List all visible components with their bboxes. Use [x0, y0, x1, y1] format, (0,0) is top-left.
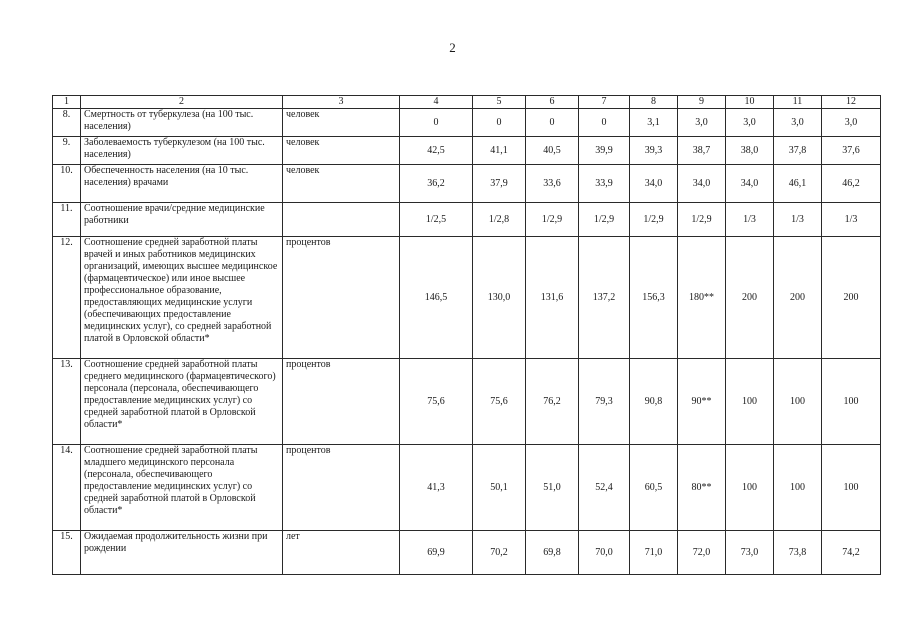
row-number-cell: 13.: [53, 359, 81, 445]
header-cell: 11: [774, 96, 822, 109]
value-cell: 180**: [678, 237, 726, 359]
header-cell: 5: [473, 96, 526, 109]
value-cell: 38,7: [678, 137, 726, 165]
indicator-name-cell: Соотношение средней заработной платы младшего медицинского персонала (персонала, обеспечивающего предоставление медицинских услуг) со средней заработной платой в Орловской области*: [81, 445, 283, 531]
indicator-name-cell: Соотношение средней заработной платы врачей и иных работников медицинских организаций, имеющих высшее медицинское (фармацевтическое) или иное высшее профессиональное образование, предоставляющих медицинские услуги (обеспечивающих предоставление медицинских услуг), со средней заработной платой в Орловской области*: [81, 237, 283, 359]
value-cell: 0: [579, 109, 630, 137]
unit-cell: процентов: [283, 445, 400, 531]
indicator-name-cell: Соотношение врачи/средние медицинские работники: [81, 203, 283, 237]
indicator-name-cell: Соотношение средней заработной платы среднего медицинского (фармацевтического) персонала (персонала, обеспечивающего предоставление медицинских услуг) со средней заработной платой в Орловской области*: [81, 359, 283, 445]
value-cell: 39,9: [579, 137, 630, 165]
value-cell: 37,9: [473, 165, 526, 203]
value-cell: 1/2,9: [579, 203, 630, 237]
value-cell: 79,3: [579, 359, 630, 445]
value-cell: 0: [526, 109, 579, 137]
indicator-name-cell: Ожидаемая продолжительность жизни при рождении: [81, 531, 283, 575]
table-row: [53, 445, 881, 531]
value-cell: 60,5: [630, 445, 678, 531]
value-cell: 71,0: [630, 531, 678, 575]
indicators-table: [52, 95, 881, 575]
unit-cell: человек: [283, 137, 400, 165]
header-cell: 10: [726, 96, 774, 109]
value-cell: 75,6: [400, 359, 473, 445]
value-cell: 100: [774, 359, 822, 445]
value-cell: 131,6: [526, 237, 579, 359]
value-cell: 156,3: [630, 237, 678, 359]
header-cell: 4: [400, 96, 473, 109]
value-cell: 51,0: [526, 445, 579, 531]
value-cell: 34,0: [678, 165, 726, 203]
table-row: [53, 237, 881, 359]
unit-cell: человек: [283, 109, 400, 137]
value-cell: 1/2,9: [526, 203, 579, 237]
value-cell: 137,2: [579, 237, 630, 359]
value-cell: 3,0: [774, 109, 822, 137]
header-cell: 8: [630, 96, 678, 109]
header-cell: 12: [822, 96, 881, 109]
table-row: [53, 109, 881, 137]
unit-cell: процентов: [283, 237, 400, 359]
value-cell: 73,0: [726, 531, 774, 575]
value-cell: 3,0: [678, 109, 726, 137]
value-cell: 100: [774, 445, 822, 531]
value-cell: 100: [822, 445, 881, 531]
value-cell: 70,0: [579, 531, 630, 575]
value-cell: 73,8: [774, 531, 822, 575]
row-number-cell: 8.: [53, 109, 81, 137]
value-cell: 1/3: [726, 203, 774, 237]
table-body: [53, 96, 881, 575]
unit-cell: лет: [283, 531, 400, 575]
value-cell: 200: [726, 237, 774, 359]
value-cell: 72,0: [678, 531, 726, 575]
row-number-cell: 9.: [53, 137, 81, 165]
value-cell: 52,4: [579, 445, 630, 531]
header-cell: 1: [53, 96, 81, 109]
value-cell: 100: [726, 359, 774, 445]
header-cell: 3: [283, 96, 400, 109]
value-cell: 1/3: [822, 203, 881, 237]
value-cell: 34,0: [726, 165, 774, 203]
header-cell: 6: [526, 96, 579, 109]
indicator-name-cell: Обеспеченность населения (на 10 тыс. населения) врачами: [81, 165, 283, 203]
row-number-cell: 14.: [53, 445, 81, 531]
value-cell: 3,0: [726, 109, 774, 137]
value-cell: 76,2: [526, 359, 579, 445]
row-number-cell: 10.: [53, 165, 81, 203]
value-cell: 37,6: [822, 137, 881, 165]
unit-cell: [283, 203, 400, 237]
value-cell: 90**: [678, 359, 726, 445]
value-cell: 3,0: [822, 109, 881, 137]
value-cell: 42,5: [400, 137, 473, 165]
value-cell: 0: [473, 109, 526, 137]
value-cell: 3,1: [630, 109, 678, 137]
indicator-name-cell: Заболеваемость туберкулезом (на 100 тыс. населения): [81, 137, 283, 165]
table-row: [53, 137, 881, 165]
value-cell: 69,9: [400, 531, 473, 575]
header-row: [53, 96, 881, 109]
value-cell: 80**: [678, 445, 726, 531]
table-row: [53, 165, 881, 203]
unit-cell: процентов: [283, 359, 400, 445]
value-cell: 33,6: [526, 165, 579, 203]
value-cell: 34,0: [630, 165, 678, 203]
value-cell: 36,2: [400, 165, 473, 203]
value-cell: 130,0: [473, 237, 526, 359]
row-number-cell: 15.: [53, 531, 81, 575]
value-cell: 69,8: [526, 531, 579, 575]
value-cell: 37,8: [774, 137, 822, 165]
header-cell: 9: [678, 96, 726, 109]
row-number-cell: 12.: [53, 237, 81, 359]
value-cell: 70,2: [473, 531, 526, 575]
table-row: [53, 531, 881, 575]
page-number: 2: [449, 40, 456, 55]
indicator-name-cell: Смертность от туберкулеза (на 100 тыс. населения): [81, 109, 283, 137]
value-cell: 100: [822, 359, 881, 445]
value-cell: 1/3: [774, 203, 822, 237]
value-cell: 38,0: [726, 137, 774, 165]
value-cell: 39,3: [630, 137, 678, 165]
value-cell: 146,5: [400, 237, 473, 359]
value-cell: 1/2,5: [400, 203, 473, 237]
value-cell: 46,2: [822, 165, 881, 203]
row-number-cell: 11.: [53, 203, 81, 237]
table-row: [53, 359, 881, 445]
unit-cell: человек: [283, 165, 400, 203]
header-cell: 7: [579, 96, 630, 109]
table-row: [53, 203, 881, 237]
value-cell: 1/2,9: [630, 203, 678, 237]
value-cell: 1/2,8: [473, 203, 526, 237]
value-cell: 74,2: [822, 531, 881, 575]
value-cell: 1/2,9: [678, 203, 726, 237]
value-cell: 46,1: [774, 165, 822, 203]
value-cell: 50,1: [473, 445, 526, 531]
value-cell: 33,9: [579, 165, 630, 203]
value-cell: 200: [822, 237, 881, 359]
header-cell: 2: [81, 96, 283, 109]
value-cell: 0: [400, 109, 473, 137]
value-cell: 41,1: [473, 137, 526, 165]
value-cell: 40,5: [526, 137, 579, 165]
value-cell: 100: [726, 445, 774, 531]
value-cell: 90,8: [630, 359, 678, 445]
value-cell: 41,3: [400, 445, 473, 531]
value-cell: 75,6: [473, 359, 526, 445]
value-cell: 200: [774, 237, 822, 359]
